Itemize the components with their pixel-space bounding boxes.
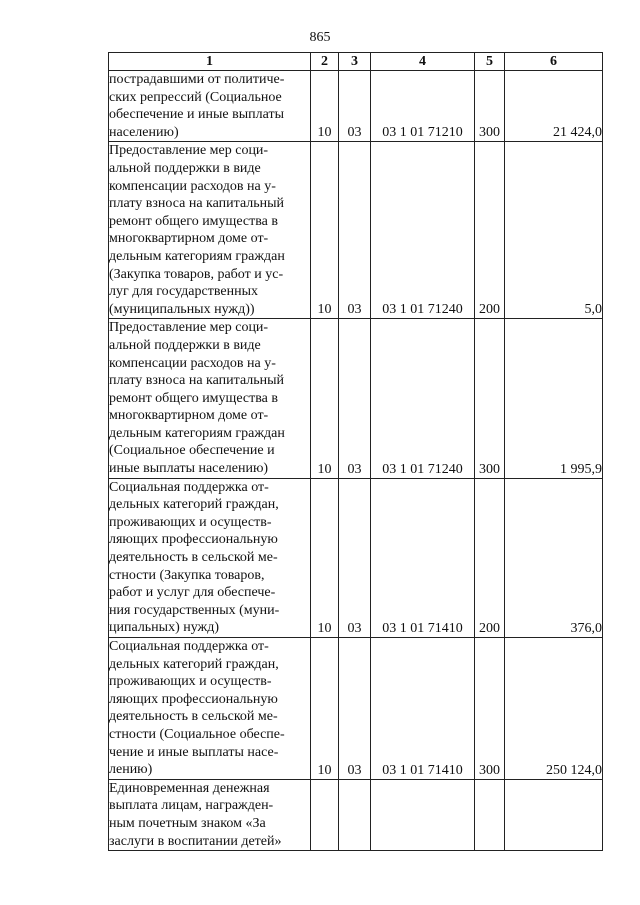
description-line: альной поддержки в виде <box>109 160 261 176</box>
description-line: дельных категорий граждан, <box>109 656 279 672</box>
header-row <box>109 53 603 71</box>
table-row <box>109 71 603 142</box>
description-line: ских репрессий (Социальное <box>109 89 282 105</box>
amount <box>505 779 603 850</box>
description-line: проживающих и осуществ- <box>109 674 272 690</box>
table-row <box>109 319 603 478</box>
description-line: деятельность в сельской ме- <box>109 709 278 725</box>
description-line: плату взноса на капитальный <box>109 373 285 389</box>
subsection-code: 03 <box>339 319 371 478</box>
budget-table <box>108 52 603 851</box>
expense-type-code: 200 <box>475 142 505 319</box>
section-code: 10 <box>311 638 339 780</box>
section-code: 10 <box>311 319 339 478</box>
table-row <box>109 638 603 780</box>
description-line: деятельность в сельской ме- <box>109 550 278 566</box>
description-cell <box>109 319 311 478</box>
header-col-6: 6 <box>505 53 603 71</box>
subsection-code <box>339 779 371 850</box>
subsection-code: 03 <box>339 142 371 319</box>
subsection-code: 03 <box>339 478 371 637</box>
expense-type-code: 200 <box>475 478 505 637</box>
description-line: иные выплаты населению) <box>109 461 269 477</box>
description-line: выплата лицам, награжден- <box>109 798 274 814</box>
description-line: луг для государственных <box>109 284 258 300</box>
description-line: многоквартирном доме от- <box>109 408 269 424</box>
description-line: дельным категориям граждан <box>109 425 285 441</box>
header-col-3: 3 <box>339 53 371 71</box>
description-line: (Закупка товаров, работ и ус- <box>109 266 284 282</box>
target-article-code: 03 1 01 71240 <box>371 319 475 478</box>
subsection-code: 03 <box>339 638 371 780</box>
description-line: пострадавшими от политиче- <box>109 72 285 87</box>
description-line: дельным категориям граждан <box>109 248 285 264</box>
amount: 250 124,0 <box>505 638 603 780</box>
amount: 376,0 <box>505 478 603 637</box>
subsection-code: 03 <box>339 71 371 142</box>
description-line: плату взноса на капитальный <box>109 196 285 212</box>
page-number: 865 <box>309 30 331 45</box>
description-line: ципальных) нужд) <box>109 620 220 636</box>
description-line: (муниципальных нужд)) <box>109 301 255 317</box>
description-line: ремонт общего имущества в <box>109 390 278 406</box>
description-line: проживающих и осуществ- <box>109 514 272 530</box>
table-row <box>109 142 603 319</box>
target-article-code: 03 1 01 71410 <box>371 638 475 780</box>
description-line: чение и иные выплаты насе- <box>109 744 279 760</box>
description-cell <box>109 779 311 850</box>
amount: 1 995,9 <box>505 319 603 478</box>
section-code: 10 <box>311 478 339 637</box>
header-col-2: 2 <box>311 53 339 71</box>
expense-type-code: 300 <box>475 638 505 780</box>
table-row <box>109 478 603 637</box>
description-line: ния государственных (муни- <box>109 602 280 618</box>
table-row <box>109 779 603 850</box>
amount: 21 424,0 <box>505 71 603 142</box>
header-col-5: 5 <box>475 53 505 71</box>
description-line: компенсации расходов на у- <box>109 355 276 371</box>
description-line: работ и услуг для обеспече- <box>109 585 276 601</box>
section-code: 10 <box>311 142 339 319</box>
header-col-4: 4 <box>371 53 475 71</box>
description-line: альной поддержки в виде <box>109 337 261 353</box>
target-article-code: 03 1 01 71210 <box>371 71 475 142</box>
description-line: населению) <box>109 124 179 140</box>
description-line: Предоставление мер соци- <box>109 143 269 159</box>
target-article-code <box>371 779 475 850</box>
description-line: заслуги в воспитании детей» <box>109 833 282 849</box>
description-line: Социальная поддержка от- <box>109 639 269 654</box>
description-line: многоквартирном доме от- <box>109 231 269 247</box>
description-line: стности (Закупка товаров, <box>109 567 265 583</box>
description-line: дельных категорий граждан, <box>109 497 279 513</box>
target-article-code: 03 1 01 71240 <box>371 142 475 319</box>
description-cell <box>109 71 311 142</box>
description-line: ремонт общего имущества в <box>109 213 278 229</box>
description-line: обеспечение и иные выплаты <box>109 107 284 123</box>
expense-type-code <box>475 779 505 850</box>
amount: 5,0 <box>505 142 603 319</box>
description-line: Предоставление мер соци- <box>109 320 269 336</box>
target-article-code: 03 1 01 71410 <box>371 478 475 637</box>
header-col-1: 1 <box>109 53 311 71</box>
description-cell <box>109 478 311 637</box>
expense-type-code: 300 <box>475 71 505 142</box>
description-cell <box>109 142 311 319</box>
description-line: Социальная поддержка от- <box>109 479 269 495</box>
section-code: 10 <box>311 71 339 142</box>
description-line: (Социальное обеспечение и <box>109 443 275 459</box>
expense-type-code: 300 <box>475 319 505 478</box>
description-line: ляющих профессиональную <box>109 532 278 548</box>
description-line: стности (Социальное обеспе- <box>109 726 285 742</box>
section-code <box>311 779 339 850</box>
description-line: лению) <box>109 762 153 778</box>
description-line: ляющих профессиональную <box>109 691 278 707</box>
description-cell <box>109 638 311 780</box>
description-line: ным почетным знаком «За <box>109 815 266 831</box>
description-line: компенсации расходов на у- <box>109 178 276 194</box>
description-line: Единовременная денежная <box>109 780 270 796</box>
